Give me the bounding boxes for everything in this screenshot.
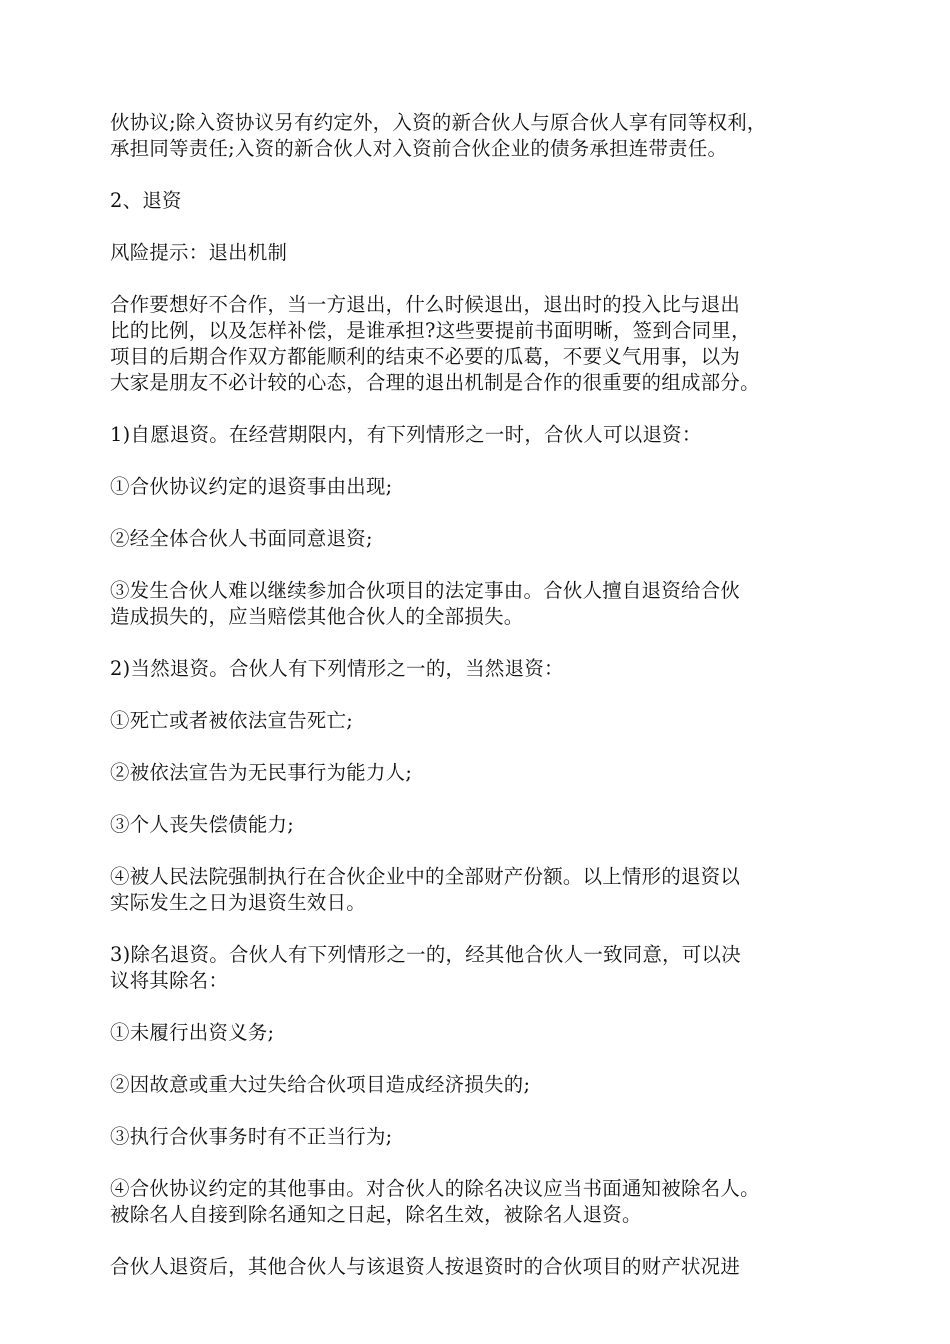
text-line: 1)自愿退资。在经营期限内，有下列情形之一时，合伙人可以退资： bbox=[110, 423, 702, 446]
text-line: 议将其除名： bbox=[110, 969, 229, 992]
list-item bbox=[110, 474, 850, 500]
text-line: 合伙人退资后，其他合伙人与该退资人按退资时的合伙项目的财产状况进 bbox=[110, 1255, 741, 1278]
document-page bbox=[110, 110, 850, 1306]
list-item bbox=[110, 1020, 850, 1046]
clause-expulsion-withdrawal bbox=[110, 942, 850, 994]
text-line: 2、退资 bbox=[110, 189, 182, 212]
text-line: 2)当然退资。合伙人有下列情形之一的，当然退资： bbox=[110, 657, 564, 680]
clause-automatic-withdrawal bbox=[110, 656, 850, 682]
clause-voluntary-withdrawal bbox=[110, 422, 850, 448]
text-line: ③个人丧失偿债能力; bbox=[110, 813, 295, 836]
list-item bbox=[110, 526, 850, 552]
text-line: ①未履行出资义务; bbox=[110, 1021, 275, 1044]
list-item bbox=[110, 760, 850, 786]
list-item bbox=[110, 578, 850, 630]
list-item bbox=[110, 1176, 850, 1228]
text-line: ②经全体合伙人书面同意退资; bbox=[110, 527, 373, 550]
text-line: 被除名人自接到除名通知之日起，除名生效，被除名人退资。 bbox=[110, 1203, 642, 1226]
text-line: 伙协议;除入资协议另有约定外，入资的新合伙人与原合伙人享有同等权利， bbox=[110, 111, 767, 134]
text-line: 承担同等责任;入资的新合伙人对入资前合伙企业的债务承担连带责任。 bbox=[110, 137, 728, 160]
text-line: ④被人民法院强制执行在合伙企业中的全部财产份额。以上情形的退资以 bbox=[110, 865, 741, 888]
list-item bbox=[110, 1072, 850, 1098]
text-line: ②因故意或重大过失给合伙项目造成经济损失的; bbox=[110, 1073, 531, 1096]
text-line: ③执行合伙事务时有不正当行为; bbox=[110, 1125, 393, 1148]
paragraph-partner-rights bbox=[110, 110, 850, 162]
text-line: 大家是朋友不必计较的心态，合理的退出机制是合作的很重要的组成部分。 bbox=[110, 371, 760, 394]
text-line: 实际发生之日为退资生效日。 bbox=[110, 891, 366, 914]
text-line: ①死亡或者被依法宣告死亡; bbox=[110, 709, 354, 732]
section-heading-withdrawal bbox=[110, 188, 850, 214]
text-line: 风险提示：退出机制 bbox=[110, 241, 288, 264]
text-line: ③发生合伙人难以继续参加合伙项目的法定事由。合伙人擅自退资给合伙 bbox=[110, 579, 741, 602]
text-line: 3)除名退资。合伙人有下列情形之一的，经其他合伙人一致同意，可以决 bbox=[110, 943, 741, 966]
list-item bbox=[110, 864, 850, 916]
list-item bbox=[110, 708, 850, 734]
text-line: 比的比例，以及怎样补偿，是谁承担?这些要提前书面明晰，签到合同里， bbox=[110, 319, 751, 342]
text-line: ①合伙协议约定的退资事由出现; bbox=[110, 475, 393, 498]
risk-tip-heading bbox=[110, 240, 850, 266]
paragraph-exit-mechanism bbox=[110, 292, 850, 396]
text-line: ②被依法宣告为无民事行为能力人; bbox=[110, 761, 413, 784]
paragraph-after-withdrawal bbox=[110, 1254, 850, 1280]
list-item bbox=[110, 812, 850, 838]
text-line: ④合伙协议约定的其他事由。对合伙人的除名决议应当书面通知被除名人。 bbox=[110, 1177, 760, 1200]
list-item bbox=[110, 1124, 850, 1150]
text-line: 项目的后期合作双方都能顺利的结束不必要的瓜葛，不要义气用事，以为 bbox=[110, 345, 741, 368]
text-line: 合作要想好不合作，当一方退出，什么时候退出，退出时的投入比与退出 bbox=[110, 293, 741, 316]
text-line: 造成损失的，应当赔偿其他合伙人的全部损失。 bbox=[110, 605, 524, 628]
